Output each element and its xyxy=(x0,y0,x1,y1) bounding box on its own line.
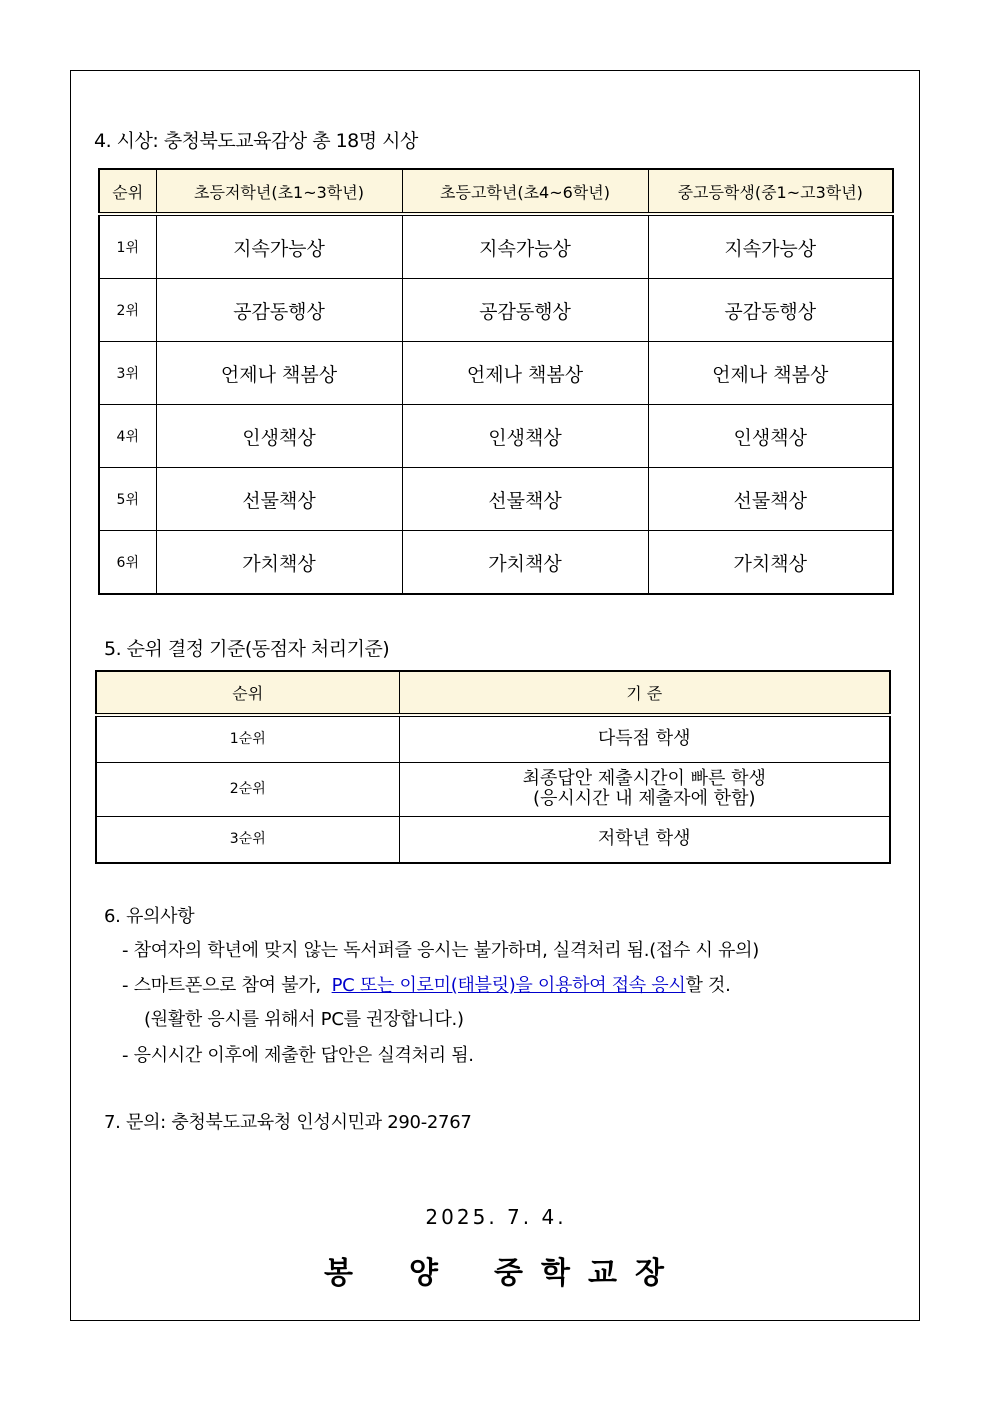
header-rank: 순위 xyxy=(99,169,156,214)
award-cell: 선물책상 xyxy=(156,468,402,531)
notice-item xyxy=(122,971,731,997)
notice-item: - 참여자의 학년에 맞지 않는 독서퍼즐 응시는 불가하며, 실격처리 됨.(접수 시 유의) xyxy=(122,940,759,961)
signer-char: 장 xyxy=(634,1256,668,1291)
table-row xyxy=(99,468,893,531)
award-cell: 공감동행상 xyxy=(402,279,648,342)
criteria-line: 다득점 학생 xyxy=(597,728,691,750)
notice-item-note: (원활한 응시를 위해서 PC를 권장합니다.) xyxy=(144,1009,464,1030)
rank-cell: 3위 xyxy=(99,342,156,405)
notice-text: 할 것. xyxy=(685,975,731,996)
section7-heading: 7. 문의: 충청북도교육청 인성시민과 290-2767 xyxy=(104,1112,472,1133)
criteria-cell xyxy=(399,715,890,762)
criteria-line: 저학년 학생 xyxy=(597,828,691,850)
document-date: 2025. 7. 4. xyxy=(425,1205,567,1229)
table-row xyxy=(96,715,890,762)
section6-heading: 6. 유의사항 xyxy=(104,906,195,927)
rank-cell: 4위 xyxy=(99,405,156,468)
rank-cell: 2위 xyxy=(99,279,156,342)
header-upper-elementary: 초등고학년(초4~6학년) xyxy=(402,169,648,214)
header-middle-high: 중고등학생(중1~고3학년) xyxy=(648,169,893,214)
award-cell: 지속가능상 xyxy=(648,214,893,279)
award-cell: 선물책상 xyxy=(402,468,648,531)
signer-char: 교 xyxy=(587,1256,621,1291)
table-row xyxy=(96,816,890,863)
award-cell: 지속가능상 xyxy=(402,214,648,279)
table-row xyxy=(99,214,893,279)
criteria-cell xyxy=(399,762,890,816)
award-table xyxy=(98,168,894,595)
notice-text: - 스마트폰으로 참여 불가, xyxy=(122,975,321,996)
award-cell: 가치책상 xyxy=(648,531,893,595)
signer-char: 중 xyxy=(494,1256,527,1291)
rank-cell: 3순위 xyxy=(96,816,399,863)
award-cell: 공감동행상 xyxy=(648,279,893,342)
award-cell: 언제나 책봄상 xyxy=(156,342,402,405)
access-method-link[interactable]: PC 또는 이로미(태블릿)을 이용하여 접속 응시 xyxy=(331,975,686,996)
signer-char: 학 xyxy=(541,1256,574,1291)
rank-cell: 6위 xyxy=(99,531,156,595)
award-cell: 가치책상 xyxy=(402,531,648,595)
rank-cell: 1위 xyxy=(99,214,156,279)
section5-heading: 5. 순위 결정 기준(동점자 처리기준) xyxy=(104,638,390,660)
table-row xyxy=(99,405,893,468)
award-cell: 인생책상 xyxy=(156,405,402,468)
award-cell: 지속가능상 xyxy=(156,214,402,279)
criteria-line: 최종답안 제출시간이 빠른 학생 xyxy=(522,768,766,789)
header-criteria: 기 준 xyxy=(399,671,890,715)
rank-cell: 2순위 xyxy=(96,762,399,816)
table-row xyxy=(99,531,893,595)
criteria-line-note: (응시시간 내 제출자에 한함) xyxy=(533,788,756,809)
award-cell: 언제나 책봄상 xyxy=(402,342,648,405)
signer-char: 봉 xyxy=(324,1256,358,1291)
table-row xyxy=(99,279,893,342)
rank-cell: 1순위 xyxy=(96,715,399,762)
notice-item: - 응시시간 이후에 제출한 답안은 실격처리 됨. xyxy=(122,1045,474,1066)
tiebreak-table xyxy=(95,670,891,864)
award-cell: 인생책상 xyxy=(402,405,648,468)
signer xyxy=(0,1248,992,1292)
rank-cell: 5위 xyxy=(99,468,156,531)
award-cell: 언제나 책봄상 xyxy=(648,342,893,405)
header-lower-elementary: 초등저학년(초1~3학년) xyxy=(156,169,402,214)
award-table-header xyxy=(99,169,893,214)
award-cell: 인생책상 xyxy=(648,405,893,468)
tiebreak-table-header xyxy=(96,671,890,715)
section4-heading: 4. 시상: 충청북도교육감상 총 18명 시상 xyxy=(94,130,418,152)
header-rank: 순위 xyxy=(96,671,399,715)
award-cell: 가치책상 xyxy=(156,531,402,595)
award-cell: 공감동행상 xyxy=(156,279,402,342)
table-row xyxy=(99,342,893,405)
table-row xyxy=(96,762,890,816)
criteria-cell xyxy=(399,816,890,863)
signer-char: 양 xyxy=(409,1256,443,1291)
award-cell: 선물책상 xyxy=(648,468,893,531)
